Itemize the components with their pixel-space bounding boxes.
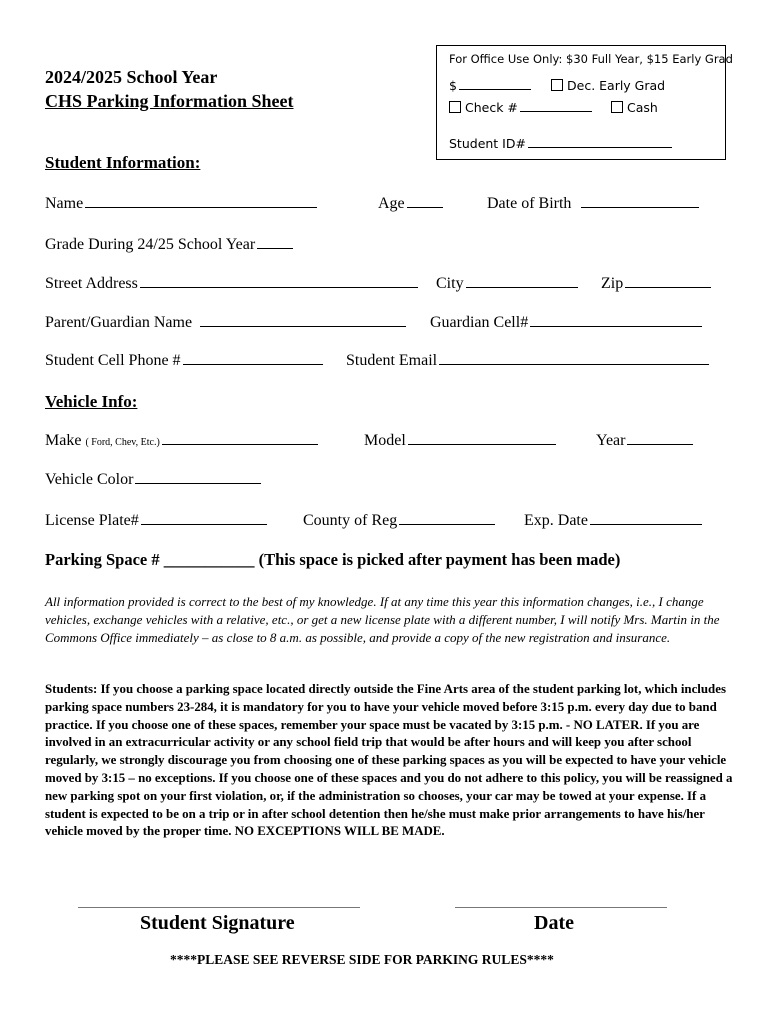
zip-line bbox=[625, 286, 711, 288]
student-cell-field[interactable] bbox=[45, 352, 325, 370]
parking-space-line: Parking Space # ___________ (This space is picked after payment has been made) bbox=[45, 550, 621, 569]
city-line bbox=[466, 286, 578, 288]
signature-line[interactable] bbox=[78, 907, 360, 908]
student-signature-label: Student Signature bbox=[140, 912, 295, 934]
students-notice: Students: If you choose a parking space located directly outside the Fine Arts area of the student parking lot, which includes parking space numbers 23-284, it is mandatory for you to have your vehicle moved before 3:15 p.m. every day due to band practice. If you choose one of these spaces, remember your space must be vacated by 3:15 p.m. - NO LATER. If you are involved in an extracurricular activity or any school field trip that would be after hours and will keep you after school regularly, we strongly discourage you from choosing one of these parking spaces as you will be expected to have your vehicle moved by 3:15 – no exceptions. If you choose one of these spaces and you do not adhere to this policy, you will be reassigned a new parking spot on your first violation, or, if the administration so chooses, your car may be towed at your expense. If a student is expected to be on a trip or in after school detention then he/she must make prior arrangements to have his/her vehicle moved by the proper time. NO EXCEPTIONS WILL BE MADE. bbox=[45, 682, 733, 839]
street-line bbox=[140, 286, 418, 288]
school-year-title: 2024/2025 School Year bbox=[45, 67, 218, 87]
zip-label: Zip bbox=[601, 275, 624, 292]
guardian-cell-label: Guardian Cell# bbox=[430, 314, 529, 331]
student-email-field[interactable] bbox=[346, 352, 711, 370]
exp-date-line bbox=[590, 523, 702, 525]
student-id-field[interactable] bbox=[449, 136, 674, 151]
grade-label: Grade During 24/25 School Year bbox=[45, 236, 256, 253]
vehicle-info-heading: Vehicle Info: bbox=[45, 392, 138, 411]
model-line bbox=[408, 443, 556, 445]
check-option[interactable] bbox=[449, 100, 594, 115]
model-field[interactable] bbox=[364, 432, 558, 450]
name-label: Name bbox=[45, 195, 84, 212]
make-hint: ( Ford, Chev, Etc.) bbox=[85, 437, 160, 448]
date-line[interactable] bbox=[455, 907, 667, 908]
student-id-label: Student ID# bbox=[449, 136, 526, 151]
vehicle-color-line bbox=[135, 482, 261, 484]
office-use-box bbox=[436, 45, 733, 160]
age-line bbox=[407, 206, 443, 208]
cash-label: Cash bbox=[627, 100, 658, 115]
dec-early-label: Dec. Early Grad bbox=[567, 78, 666, 93]
name-field[interactable] bbox=[45, 195, 319, 213]
dob-line bbox=[581, 206, 699, 208]
license-plate-line bbox=[141, 523, 267, 525]
parent-line bbox=[200, 325, 406, 327]
office-heading: For Office Use Only: $30 Full Year, $15 Early Grad bbox=[449, 52, 733, 66]
city-label: City bbox=[436, 275, 464, 292]
street-label: Street Address bbox=[45, 275, 138, 292]
make-field[interactable] bbox=[45, 432, 320, 450]
date-label: Date bbox=[534, 912, 574, 934]
age-field[interactable] bbox=[378, 195, 445, 213]
year-label: Year bbox=[596, 432, 626, 449]
county-label: County of Reg bbox=[303, 512, 398, 529]
student-email-line bbox=[439, 363, 709, 365]
exp-date-field[interactable] bbox=[524, 512, 704, 530]
student-info-heading: Student Information: bbox=[45, 153, 201, 172]
make-label: Make bbox=[45, 432, 82, 449]
vehicle-color-field[interactable] bbox=[45, 471, 263, 489]
age-label: Age bbox=[378, 195, 405, 212]
grade-line bbox=[257, 247, 293, 249]
dec-early-checkbox[interactable] bbox=[551, 79, 563, 91]
reverse-side-note: ****PLEASE SEE REVERSE SIDE FOR PARKING RULES**** bbox=[170, 952, 554, 967]
guardian-cell-line bbox=[530, 325, 702, 327]
student-email-label: Student Email bbox=[346, 352, 438, 369]
year-line bbox=[627, 443, 693, 445]
license-plate-label: License Plate# bbox=[45, 512, 139, 529]
name-line bbox=[85, 206, 317, 208]
dob-field[interactable] bbox=[487, 195, 701, 213]
dec-early-option[interactable] bbox=[551, 78, 665, 93]
make-line bbox=[162, 443, 318, 445]
guardian-cell-field[interactable] bbox=[430, 314, 704, 332]
student-cell-line bbox=[183, 363, 323, 365]
cash-checkbox[interactable] bbox=[611, 101, 623, 113]
student-id-line bbox=[528, 146, 672, 148]
county-field[interactable] bbox=[303, 512, 497, 530]
grade-field[interactable] bbox=[45, 236, 295, 254]
year-field[interactable] bbox=[596, 432, 695, 450]
amount-line bbox=[459, 88, 531, 90]
statement-paragraph: All information provided is correct to the best of my knowledge. If at any time this year this information changes, i.e., I change vehicles, exchange vehicles with a relative, etc., or get a new license plate with a different number, I will notify Mrs. Martin in the Commons Office immediately – as close to 8 a.m. as possible, and provide a copy of the new registration and insurance. bbox=[45, 594, 720, 645]
parent-field[interactable] bbox=[45, 314, 408, 332]
cash-option[interactable] bbox=[611, 100, 658, 115]
city-field[interactable] bbox=[436, 275, 580, 293]
check-label: Check # bbox=[465, 100, 518, 115]
model-label: Model bbox=[364, 432, 406, 449]
vehicle-color-label: Vehicle Color bbox=[45, 471, 134, 488]
license-plate-field[interactable] bbox=[45, 512, 269, 530]
check-number-line bbox=[520, 110, 592, 112]
exp-date-label: Exp. Date bbox=[524, 512, 588, 529]
office-amount-field[interactable] bbox=[449, 78, 533, 93]
zip-field[interactable] bbox=[601, 275, 713, 293]
dob-label: Date of Birth bbox=[487, 195, 572, 212]
street-field[interactable] bbox=[45, 275, 420, 293]
county-line bbox=[399, 523, 495, 525]
sheet-title: CHS Parking Information Sheet bbox=[45, 91, 294, 111]
parent-label: Parent/Guardian Name bbox=[45, 314, 193, 331]
check-checkbox[interactable] bbox=[449, 101, 461, 113]
dollar-sign: $ bbox=[449, 78, 457, 93]
student-cell-label: Student Cell Phone # bbox=[45, 352, 181, 369]
